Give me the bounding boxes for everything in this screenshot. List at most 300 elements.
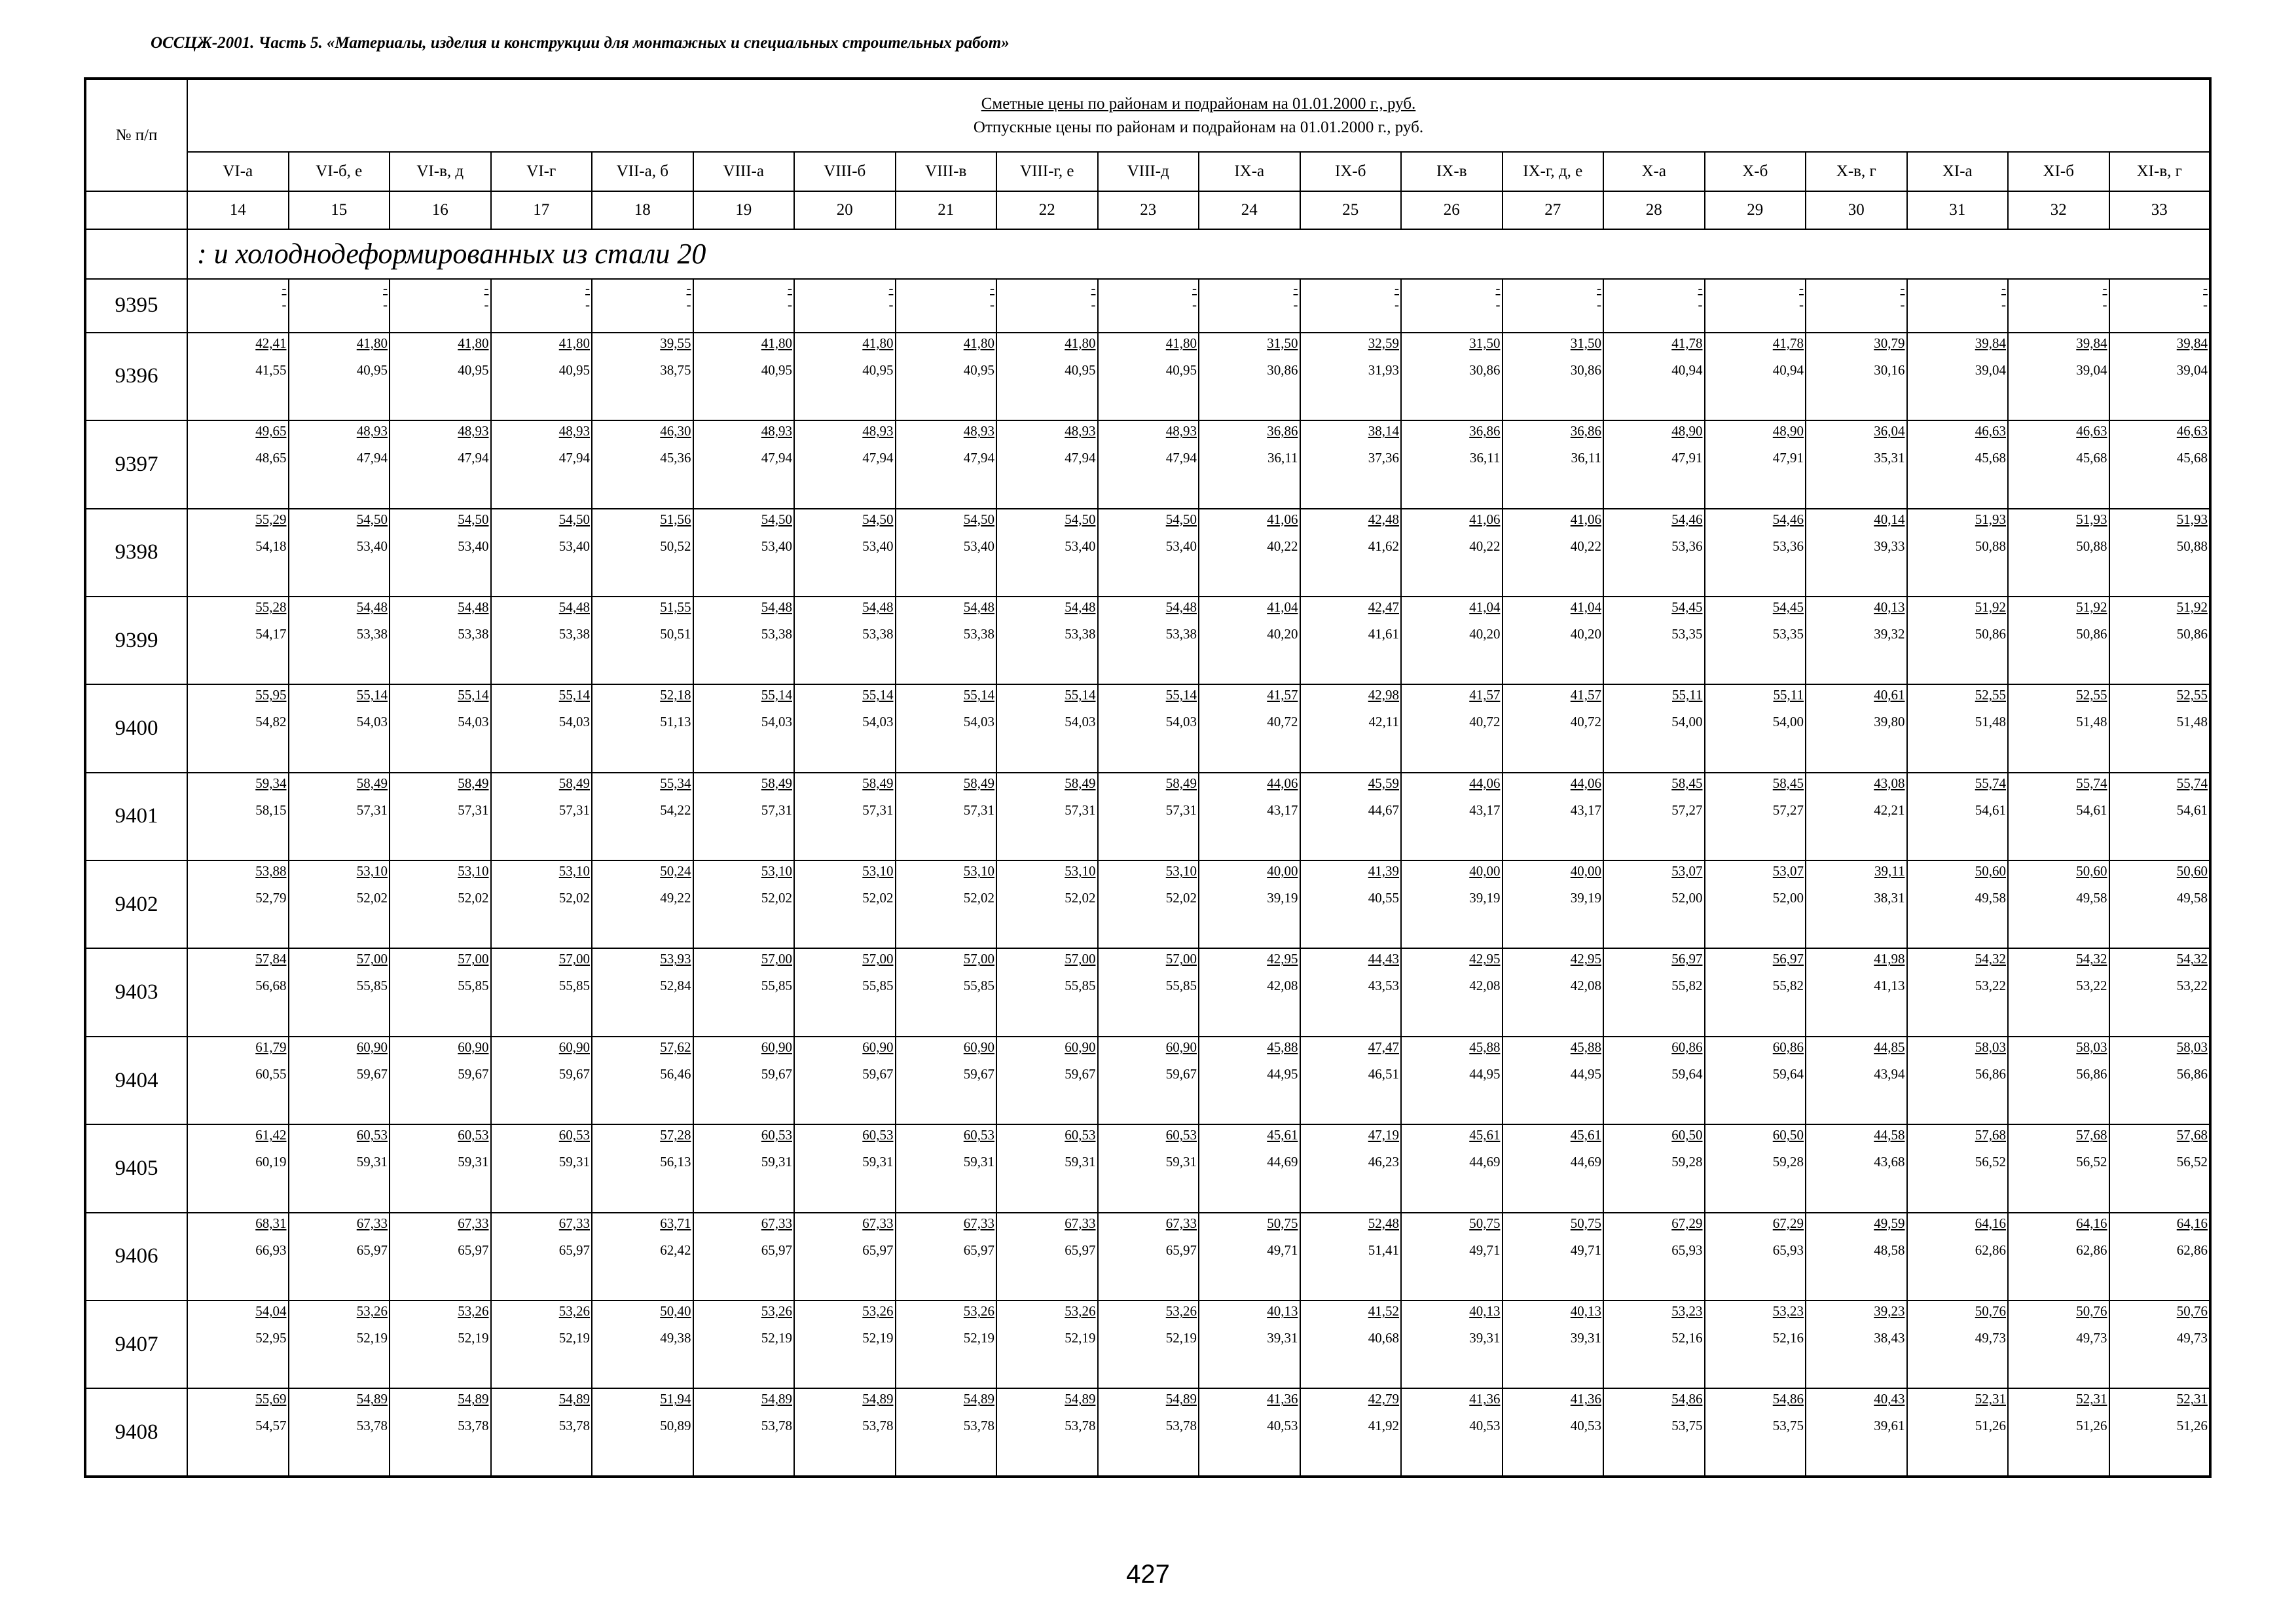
estimate-price: 40,14 [1874, 511, 1905, 527]
row-number: 9404 [85, 1037, 187, 1124]
release-price: - [1192, 296, 1197, 312]
price-cell [1907, 333, 2009, 420]
price-title [187, 79, 2210, 152]
row-number: 9396 [85, 333, 187, 420]
price-cell-estimate-wrap [1099, 600, 1199, 614]
price-cell [1098, 948, 1199, 1036]
release-price: 30,86 [1267, 361, 1298, 378]
price-cell [491, 948, 592, 1036]
price-cell [592, 1124, 693, 1212]
column-number: 25 [1300, 191, 1402, 229]
release-price: 53,78 [356, 1418, 388, 1434]
price-cell [592, 1037, 693, 1124]
release-price: 53,40 [1165, 538, 1197, 554]
estimate-price: 38,14 [1368, 423, 1399, 439]
price-cell-estimate-wrap [1604, 600, 1704, 614]
price-cell-estimate-wrap [2110, 1304, 2210, 1318]
price-cell [592, 279, 693, 333]
estimate-price: 44,85 [1874, 1039, 1905, 1055]
estimate-price: 42,79 [1368, 1391, 1399, 1407]
release-price: - [1394, 296, 1399, 312]
estimate-price: 41,57 [1267, 687, 1298, 703]
release-price: 53,38 [963, 625, 994, 642]
estimate-price: 51,92 [2076, 599, 2107, 615]
release-price: 52,02 [761, 890, 792, 906]
estimate-price: 60,90 [1165, 1039, 1197, 1055]
estimate-price: 60,53 [458, 1127, 489, 1143]
num-header: № п/п [85, 79, 187, 191]
release-price: 56,86 [1975, 1065, 2006, 1082]
estimate-price: - [888, 280, 894, 296]
release-price: 49,71 [1267, 1242, 1298, 1258]
estimate-price: 56,97 [1671, 951, 1703, 967]
price-cell-estimate-wrap [896, 1216, 996, 1230]
estimate-price: 54,32 [2076, 951, 2107, 967]
release-price: - [484, 296, 489, 312]
estimate-price: 51,93 [2076, 511, 2107, 527]
price-cell [1300, 1301, 1402, 1388]
release-price: 53,38 [458, 625, 489, 642]
release-price: 66,93 [255, 1242, 287, 1258]
release-price: 50,51 [660, 625, 691, 642]
estimate-price: 54,45 [1671, 599, 1703, 615]
estimate-price: 55,14 [356, 687, 388, 703]
price-cell [794, 860, 896, 948]
price-cell [1806, 279, 1907, 333]
estimate-price: 58,03 [2076, 1039, 2107, 1055]
price-cell [1907, 597, 2009, 684]
release-price: 62,86 [2176, 1242, 2208, 1258]
release-price: 53,36 [1772, 538, 1804, 554]
estimate-price: 41,78 [1671, 335, 1703, 351]
release-price: 52,00 [1772, 890, 1804, 906]
estimate-price: 44,43 [1368, 951, 1399, 967]
estimate-price: 58,49 [862, 775, 894, 791]
estimate-price: 54,50 [356, 511, 388, 527]
estimate-price: 64,16 [2176, 1215, 2208, 1231]
estimate-price: 54,50 [458, 511, 489, 527]
price-cell-estimate-wrap [592, 512, 693, 526]
price-cell [491, 1124, 592, 1212]
price-cell [491, 1037, 592, 1124]
release-price: 52,19 [761, 1330, 792, 1346]
price-cell-estimate-wrap [2009, 864, 2109, 878]
price-cell [1907, 279, 2009, 333]
release-price: 48,65 [255, 450, 287, 466]
estimate-price: 41,80 [1065, 335, 1096, 351]
price-cell [2008, 597, 2109, 684]
price-cell-estimate-wrap [1503, 951, 1603, 966]
release-price: 42,08 [1267, 978, 1298, 994]
price-cell [592, 1301, 693, 1388]
price-cell [1300, 1213, 1402, 1301]
estimate-price: - [1698, 280, 1703, 296]
price-cell [1806, 597, 1907, 684]
estimate-price: 60,53 [963, 1127, 994, 1143]
estimate-price: 60,53 [862, 1127, 894, 1143]
release-price: 53,78 [1065, 1418, 1096, 1434]
estimate-price: 57,00 [356, 951, 388, 967]
estimate-price: 36,86 [1267, 423, 1298, 439]
price-cell [289, 1213, 390, 1301]
estimate-price: 51,56 [660, 511, 691, 527]
price-cell [1806, 420, 1907, 508]
estimate-price: 39,55 [660, 335, 691, 351]
release-price: 52,19 [356, 1330, 388, 1346]
price-cell [896, 684, 997, 772]
price-cell-estimate-wrap [1503, 1040, 1603, 1054]
price-cell [693, 333, 795, 420]
price-cell [2109, 1213, 2211, 1301]
price-cell [794, 279, 896, 333]
price-cell [1098, 860, 1199, 948]
release-price: 39,31 [1469, 1330, 1501, 1346]
release-price: 52,95 [255, 1330, 287, 1346]
release-price: 53,78 [1165, 1418, 1197, 1434]
release-price: 53,35 [1671, 625, 1703, 642]
price-cell-estimate-wrap [289, 1040, 390, 1054]
release-price: 44,67 [1368, 802, 1399, 818]
release-price: 54,03 [558, 714, 590, 730]
price-cell [1401, 279, 1503, 333]
release-price: 59,31 [458, 1154, 489, 1170]
price-cell [996, 860, 1098, 948]
estimate-price: 54,89 [356, 1391, 388, 1407]
release-price: 65,97 [761, 1242, 792, 1258]
release-price: 53,75 [1671, 1418, 1703, 1434]
release-price: - [2001, 296, 2006, 312]
price-cell-estimate-wrap [1199, 1128, 1300, 1142]
price-cell-estimate-wrap [592, 864, 693, 878]
price-cell-estimate-wrap [592, 424, 693, 438]
price-cell [794, 597, 896, 684]
price-cell-estimate-wrap [1099, 512, 1199, 526]
price-cell [2109, 420, 2211, 508]
estimate-price: - [1394, 280, 1399, 296]
price-cell [1705, 773, 1806, 860]
estimate-price: - [282, 280, 287, 296]
price-cell-estimate-wrap [188, 1040, 288, 1054]
price-cell [693, 597, 795, 684]
release-price: 43,17 [1267, 802, 1298, 818]
release-price: 62,86 [2076, 1242, 2107, 1258]
estimate-price: 54,46 [1772, 511, 1804, 527]
estimate-price: 53,26 [761, 1303, 792, 1320]
price-cell-estimate-wrap [1402, 864, 1502, 878]
price-cell-estimate-wrap [1908, 1040, 2008, 1054]
price-cell [1401, 773, 1503, 860]
estimate-price: - [1495, 280, 1501, 296]
price-cell-estimate-wrap [795, 1128, 895, 1142]
price-cell-estimate-wrap [2009, 1392, 2109, 1406]
release-price: 53,78 [761, 1418, 792, 1434]
price-cell-estimate-wrap [795, 424, 895, 438]
price-cell [2008, 420, 2109, 508]
price-cell-estimate-wrap [492, 336, 592, 350]
estimate-price: 41,80 [761, 335, 792, 351]
estimate-price: 60,53 [558, 1127, 590, 1143]
column-number: 33 [2109, 191, 2211, 229]
estimate-price: 60,53 [356, 1127, 388, 1143]
release-price: 44,95 [1469, 1065, 1501, 1082]
release-price: 52,19 [1065, 1330, 1096, 1346]
price-cell [896, 948, 997, 1036]
price-cell [1603, 773, 1705, 860]
release-price: 65,93 [1772, 1242, 1804, 1258]
price-cell [1300, 948, 1402, 1036]
estimate-price: 59,34 [255, 775, 287, 791]
estimate-price: 67,33 [1065, 1215, 1096, 1231]
price-cell [896, 597, 997, 684]
price-cell [1503, 948, 1604, 1036]
estimate-price: 42,48 [1368, 511, 1399, 527]
estimate-price: 41,36 [1267, 1391, 1298, 1407]
release-price: 43,68 [1874, 1154, 1905, 1170]
price-cell [390, 773, 491, 860]
release-price: 53,78 [458, 1418, 489, 1434]
release-price: 54,61 [2076, 802, 2107, 818]
price-cell-estimate-wrap [188, 864, 288, 878]
estimate-price: 48,93 [862, 423, 894, 439]
release-price: 65,97 [356, 1242, 388, 1258]
price-cell-estimate-wrap [592, 336, 693, 350]
price-cell [1806, 860, 1907, 948]
estimate-price: 55,95 [255, 687, 287, 703]
release-price: 40,94 [1772, 361, 1804, 378]
price-cell [1503, 420, 1604, 508]
price-cell [390, 279, 491, 333]
release-price: 36,11 [1267, 450, 1298, 466]
price-cell-estimate-wrap [694, 1128, 794, 1142]
release-price: 56,52 [2076, 1154, 2107, 1170]
price-cell-estimate-wrap [997, 688, 1097, 702]
price-cell [1603, 1124, 1705, 1212]
release-price: 50,52 [660, 538, 691, 554]
estimate-price: 36,86 [1469, 423, 1501, 439]
release-price: 53,35 [1772, 625, 1804, 642]
release-price: 52,02 [558, 890, 590, 906]
price-cell [2008, 509, 2109, 597]
release-price: 41,92 [1368, 1418, 1399, 1434]
price-cell-estimate-wrap [592, 1304, 693, 1318]
price-cell [390, 684, 491, 772]
release-price: 55,82 [1671, 978, 1703, 994]
release-price: 51,26 [2076, 1418, 2107, 1434]
price-cell-estimate-wrap [694, 512, 794, 526]
price-cell [996, 773, 1098, 860]
release-price: 47,94 [558, 450, 590, 466]
price-cell-estimate-wrap [390, 1304, 490, 1318]
release-price: - [585, 296, 590, 312]
release-price: 45,68 [1975, 450, 2006, 466]
price-cell-estimate-wrap [997, 1128, 1097, 1142]
release-price: 44,69 [1469, 1154, 1501, 1170]
price-cell-estimate-wrap [1199, 336, 1300, 350]
estimate-price: 52,48 [1368, 1215, 1399, 1231]
estimate-price: 41,04 [1469, 599, 1501, 615]
price-cell-estimate-wrap [1099, 1128, 1199, 1142]
estimate-price: - [484, 280, 489, 296]
price-cell [2109, 1124, 2211, 1212]
price-cell [1098, 684, 1199, 772]
row-number: 9398 [85, 509, 187, 597]
estimate-price: 40,13 [1570, 1303, 1601, 1320]
release-price: 40,72 [1267, 714, 1298, 730]
release-price: 55,85 [963, 978, 994, 994]
estimate-price: 39,84 [1975, 335, 2006, 351]
price-cell-estimate-wrap [694, 1040, 794, 1054]
release-price: 47,94 [862, 450, 894, 466]
release-price: 57,31 [1165, 802, 1197, 818]
estimate-price: - [788, 280, 792, 296]
price-cell-estimate-wrap [1604, 281, 1704, 295]
column-number: 30 [1806, 191, 1907, 229]
release-price: 59,67 [1065, 1065, 1096, 1082]
release-price: 56,52 [2176, 1154, 2208, 1170]
price-cell-estimate-wrap [188, 776, 288, 790]
region-header: VI-а [187, 152, 289, 191]
price-cell-estimate-wrap [1199, 512, 1300, 526]
price-cell-estimate-wrap [1908, 1304, 2008, 1318]
price-cell [491, 1388, 592, 1477]
price-cell-estimate-wrap [492, 1392, 592, 1406]
price-cell [1705, 279, 1806, 333]
column-number: 26 [1401, 191, 1503, 229]
region-header: VIII-д [1098, 152, 1199, 191]
release-price: 46,51 [1368, 1065, 1399, 1082]
price-cell [794, 1301, 896, 1388]
release-price: 51,13 [660, 714, 691, 730]
release-price: 49,22 [660, 890, 691, 906]
release-price: 52,02 [1065, 890, 1096, 906]
release-price: 59,31 [963, 1154, 994, 1170]
price-cell-estimate-wrap [694, 776, 794, 790]
release-price: 54,03 [1065, 714, 1096, 730]
estimate-price: 55,29 [255, 511, 287, 527]
estimate-price: 60,90 [356, 1039, 388, 1055]
estimate-price: 67,33 [963, 1215, 994, 1231]
release-price: 58,15 [255, 802, 287, 818]
price-cell-estimate-wrap [492, 864, 592, 878]
price-cell-estimate-wrap [1604, 424, 1704, 438]
estimate-price: 55,14 [862, 687, 894, 703]
estimate-price: 57,00 [458, 951, 489, 967]
price-cell [491, 684, 592, 772]
column-number: 16 [390, 191, 491, 229]
release-price: 49,71 [1469, 1242, 1501, 1258]
estimate-price: 55,74 [1975, 775, 2006, 791]
release-price: 52,19 [1165, 1330, 1197, 1346]
price-cell-estimate-wrap [1806, 776, 1906, 790]
column-number: 15 [289, 191, 390, 229]
release-price: 53,38 [356, 625, 388, 642]
release-price: 65,97 [1065, 1242, 1096, 1258]
price-cell [289, 1037, 390, 1124]
release-price: 51,26 [1975, 1418, 2006, 1434]
price-cell [1603, 420, 1705, 508]
release-price: 57,31 [1065, 802, 1096, 818]
estimate-price: 55,74 [2076, 775, 2107, 791]
price-cell [1907, 1301, 2009, 1388]
estimate-price: 60,90 [1065, 1039, 1096, 1055]
release-price: 51,26 [2176, 1418, 2208, 1434]
estimate-price: 54,89 [1065, 1391, 1096, 1407]
price-cell-estimate-wrap [1705, 1304, 1806, 1318]
estimate-price: 50,40 [660, 1303, 691, 1320]
price-cell [187, 597, 289, 684]
release-price: 53,78 [558, 1418, 590, 1434]
estimate-price: 45,61 [1570, 1127, 1601, 1143]
price-cell-estimate-wrap [592, 951, 693, 966]
price-cell [1199, 1213, 1300, 1301]
estimate-price: - [1091, 280, 1096, 296]
estimate-price: 55,11 [1672, 687, 1703, 703]
price-cell [289, 333, 390, 420]
release-price: 39,04 [2176, 361, 2208, 378]
price-cell-estimate-wrap [390, 281, 490, 295]
release-price: 47,94 [458, 450, 489, 466]
release-price: 49,73 [2176, 1330, 2208, 1346]
estimate-price: 55,28 [255, 599, 287, 615]
price-cell [1401, 1301, 1503, 1388]
price-cell-estimate-wrap [795, 1040, 895, 1054]
release-price: 40,20 [1570, 625, 1601, 642]
price-cell [896, 1037, 997, 1124]
estimate-price: 57,62 [660, 1039, 691, 1055]
price-cell [794, 1213, 896, 1301]
price-cell-estimate-wrap [188, 1128, 288, 1142]
estimate-price: 51,55 [660, 599, 691, 615]
estimate-price: 55,34 [660, 775, 691, 791]
estimate-price: 48,90 [1772, 423, 1804, 439]
section-title: : и холоднодеформированных из стали 20 [187, 229, 2210, 279]
price-cell-estimate-wrap [592, 688, 693, 702]
release-price: 51,41 [1368, 1242, 1399, 1258]
release-price: - [1698, 296, 1703, 312]
price-cell-estimate-wrap [1099, 1304, 1199, 1318]
price-table [84, 77, 2212, 1478]
price-cell-estimate-wrap [1099, 776, 1199, 790]
price-cell [390, 1124, 491, 1212]
price-cell [1806, 773, 1907, 860]
price-cell-estimate-wrap [1402, 1040, 1502, 1054]
estimate-price: 41,52 [1368, 1303, 1399, 1320]
price-cell-estimate-wrap [896, 776, 996, 790]
price-cell [693, 1388, 795, 1477]
price-cell [996, 279, 1098, 333]
price-cell-estimate-wrap [896, 688, 996, 702]
price-cell-estimate-wrap [1099, 688, 1199, 702]
price-cell [1300, 279, 1402, 333]
price-cell-estimate-wrap [896, 1040, 996, 1054]
price-cell [592, 1213, 693, 1301]
estimate-price: 30,79 [1874, 335, 1905, 351]
release-price: 53,38 [558, 625, 590, 642]
region-header: VI-в, д [390, 152, 491, 191]
estimate-price: 53,26 [356, 1303, 388, 1320]
price-cell [1199, 597, 1300, 684]
release-price: 40,20 [1267, 625, 1298, 642]
estimate-price: 58,49 [1065, 775, 1096, 791]
estimate-price: 40,43 [1874, 1391, 1905, 1407]
release-price: 59,67 [356, 1065, 388, 1082]
price-cell-estimate-wrap [390, 1040, 490, 1054]
price-cell [996, 1388, 1098, 1477]
price-cell-estimate-wrap [1806, 424, 1906, 438]
release-price: 59,67 [761, 1065, 792, 1082]
price-cell-estimate-wrap [694, 1216, 794, 1230]
estimate-price: 54,48 [458, 599, 489, 615]
